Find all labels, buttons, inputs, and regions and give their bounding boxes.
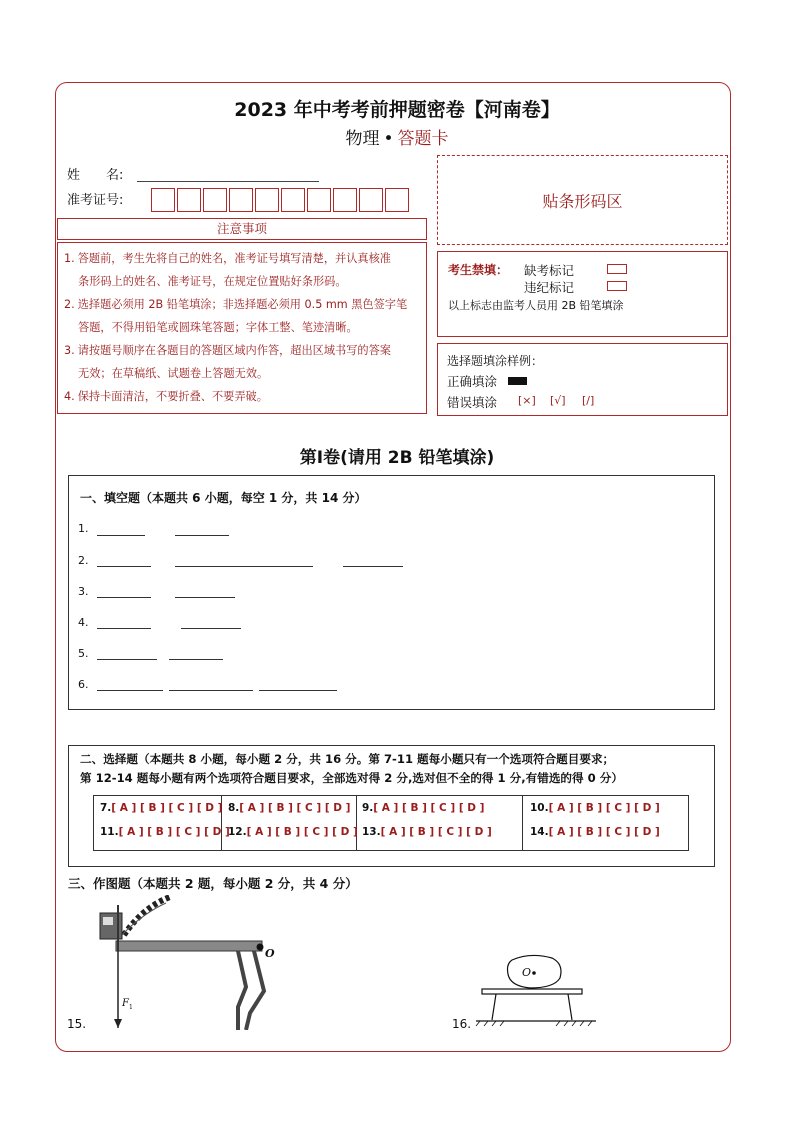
support-leg [238, 951, 246, 1030]
correct-fill-mark [508, 377, 527, 385]
id-digit-box[interactable] [307, 188, 331, 212]
stone-table-figure [470, 950, 610, 1030]
fill-sample-box [437, 343, 728, 416]
wrong-fill-label: 错误填涂 [447, 395, 498, 410]
notice-num: 1. [64, 252, 75, 265]
id-digit-box[interactable] [229, 188, 253, 212]
answer-blank[interactable] [343, 565, 403, 567]
page-title: 2023 年中考考前押题密卷【河南卷】 [234, 99, 560, 121]
answer-blank[interactable] [169, 689, 253, 691]
notice-title: 注意事项 [57, 218, 427, 240]
id-digit-box[interactable] [281, 188, 305, 212]
lever-chain [124, 897, 170, 935]
choice-row-7[interactable] [100, 802, 222, 814]
choice-row-11[interactable] [100, 826, 230, 838]
stone-center-label: O [522, 966, 532, 979]
id-digit-box[interactable] [359, 188, 383, 212]
q-num: 11. [100, 826, 119, 838]
q-num: 14. [530, 826, 549, 838]
answer-blank[interactable] [97, 534, 145, 536]
notice-text: 请按题号顺序在各题目的答题区域内作答，超出区域书写的答案 [77, 344, 391, 357]
q-num: 13. [362, 826, 381, 838]
choice-options[interactable]: [ A ] [ B ] [ C ] [ D ] [118, 826, 230, 838]
id-digit-box[interactable] [177, 188, 201, 212]
question-15-label: 15. [67, 1017, 87, 1031]
answer-blank[interactable] [97, 658, 157, 660]
answer-blank[interactable] [169, 658, 223, 660]
wrong-mark-2: [√] [550, 394, 566, 407]
notice-text: 保持卡面清洁，不要折叠、不要弄破。 [77, 390, 268, 403]
choice-options[interactable]: [ A ] [ B ] [ C ] [ D ] [246, 826, 358, 838]
force-label-sub: 1 [129, 1004, 133, 1011]
pivot-label: O [265, 947, 275, 960]
notice-num: 2. [64, 298, 75, 311]
answer-blank[interactable] [181, 627, 241, 629]
notice-text-cont: 无效；在草稿纸、试题卷上答题无效。 [78, 367, 269, 380]
answer-blank[interactable] [97, 596, 151, 598]
choice-row-13[interactable] [362, 826, 492, 838]
grid-divider [356, 796, 357, 850]
choice-row-8[interactable] [228, 802, 350, 814]
question-number: 5. [78, 647, 89, 660]
q-num: 10. [530, 802, 549, 814]
table-leg [568, 994, 572, 1020]
wrong-mark-1: [×] [518, 394, 536, 407]
id-digit-box[interactable] [203, 188, 227, 212]
table-top [482, 989, 582, 994]
grid-divider [522, 796, 523, 850]
forbidden-note: 以上标志由监考人员用 2B 铅笔填涂 [448, 299, 624, 312]
part1-title: 第Ⅰ卷(请用 2B 铅笔填涂) [299, 448, 495, 468]
notice-item [64, 247, 420, 293]
id-label: 准考证号: [67, 193, 124, 208]
lever-beam [116, 941, 262, 951]
barcode-area: 贴条形码区 [437, 155, 728, 245]
subject-line [0, 124, 794, 149]
wrong-mark-3: [/] [582, 394, 595, 407]
q-num: 8. [228, 802, 240, 814]
name-field[interactable] [137, 180, 319, 182]
question-number: 3. [78, 585, 89, 598]
choice-options[interactable]: [ A ] [ B ] [ C ] [ D ] [380, 826, 492, 838]
correct-fill-label: 正确填涂 [447, 374, 498, 389]
answer-blank[interactable] [259, 689, 337, 691]
question-number: 6. [78, 678, 89, 691]
notice-item [64, 339, 420, 385]
name-label: 姓 名: [67, 168, 124, 183]
support-leg [246, 951, 264, 1030]
fill-in-section [68, 475, 715, 710]
answer-blank[interactable] [175, 534, 229, 536]
stone-center-dot [532, 971, 536, 975]
notice-num: 3. [64, 344, 75, 357]
question-number: 4. [78, 616, 89, 629]
absent-label: 缺考标记 [524, 263, 575, 278]
choice-heading-2: 第 12-14 题每小题有两个选项符合题目要求，全部选对得 2 分,选对但不全的得 1 分,有错选的得 0 分） [80, 771, 623, 785]
force-arrow [114, 1019, 122, 1028]
answer-blank[interactable] [175, 565, 313, 567]
absent-mark-box[interactable] [607, 264, 627, 274]
q-num: 12. [228, 826, 247, 838]
cab-window [103, 917, 113, 925]
question-16-label: 16. [452, 1017, 472, 1031]
fill-heading: 一、填空题（本题共 6 小题，每空 1 分，共 14 分） [80, 491, 367, 505]
drawing-heading: 三、作图题（本题共 2 题，每小题 2 分，共 4 分） [68, 876, 358, 891]
choice-row-12[interactable] [228, 826, 358, 838]
choice-answer-grid [93, 795, 689, 851]
question-number: 2. [78, 554, 89, 567]
notice-item [64, 293, 420, 339]
choice-row-9[interactable] [362, 802, 484, 814]
exam-id-boxes[interactable] [151, 188, 411, 212]
force-label: F [122, 998, 129, 1009]
notice-text: 选择题必须用 2B 铅笔填涂；非选择题必须用 0.5 mm 黑色签字笔 [77, 298, 408, 311]
ground-hatch [476, 1021, 592, 1026]
notice-text-cont: 答题，不得用铅笔或圆珠笔答题；字体工整、笔迹清晰。 [78, 321, 358, 334]
notice-num: 4. [64, 390, 75, 403]
choice-options[interactable]: [ A ] [ B ] [ C ] [ D ] [373, 802, 485, 814]
id-digit-box[interactable] [385, 188, 409, 212]
notice-text-cont: 条形码上的姓名、准考证号，在规定位置贴好条形码。 [78, 275, 347, 288]
forbidden-label: 考生禁填： [448, 263, 509, 277]
sample-title: 选择题填涂样例： [447, 354, 544, 368]
id-digit-box[interactable] [151, 188, 175, 212]
choice-options[interactable]: [ A ] [ B ] [ C ] [ D ] [111, 802, 223, 814]
proctor-marks-box [437, 251, 728, 337]
answer-blank[interactable] [97, 627, 151, 629]
table-leg [492, 994, 496, 1020]
card-label: 答题卡 [397, 129, 449, 149]
subject-name: 物理 [345, 129, 380, 149]
choice-heading-1: 二、选择题（本题共 8 小题，每小题 2 分，共 16 分。第 7-11 题每小题只有一个选项符合题目要求； [80, 752, 615, 766]
id-digit-box[interactable] [255, 188, 279, 212]
violation-label: 违纪标记 [524, 280, 575, 295]
notice-item [64, 385, 420, 408]
answer-blank[interactable] [97, 689, 163, 691]
q-num: 7. [100, 802, 112, 814]
crane-lever-figure [88, 895, 278, 1030]
separator-dot: • [383, 129, 394, 149]
notice-box [57, 242, 427, 414]
id-digit-box[interactable] [333, 188, 357, 212]
pivot-point [257, 944, 264, 951]
question-number: 1. [78, 522, 89, 535]
violation-mark-box[interactable] [607, 281, 627, 291]
choice-options[interactable]: [ A ] [ B ] [ C ] [ D ] [548, 802, 660, 814]
choice-options[interactable]: [ A ] [ B ] [ C ] [ D ] [239, 802, 351, 814]
answer-blank[interactable] [97, 565, 151, 567]
choice-row-14[interactable] [530, 826, 660, 838]
answer-blank[interactable] [175, 596, 235, 598]
choice-options[interactable]: [ A ] [ B ] [ C ] [ D ] [548, 826, 660, 838]
q-num: 9. [362, 802, 374, 814]
choice-row-10[interactable] [530, 802, 660, 814]
notice-text: 答题前，考生先将自己的姓名，准考证号填写清楚，并认真核准 [77, 252, 391, 265]
